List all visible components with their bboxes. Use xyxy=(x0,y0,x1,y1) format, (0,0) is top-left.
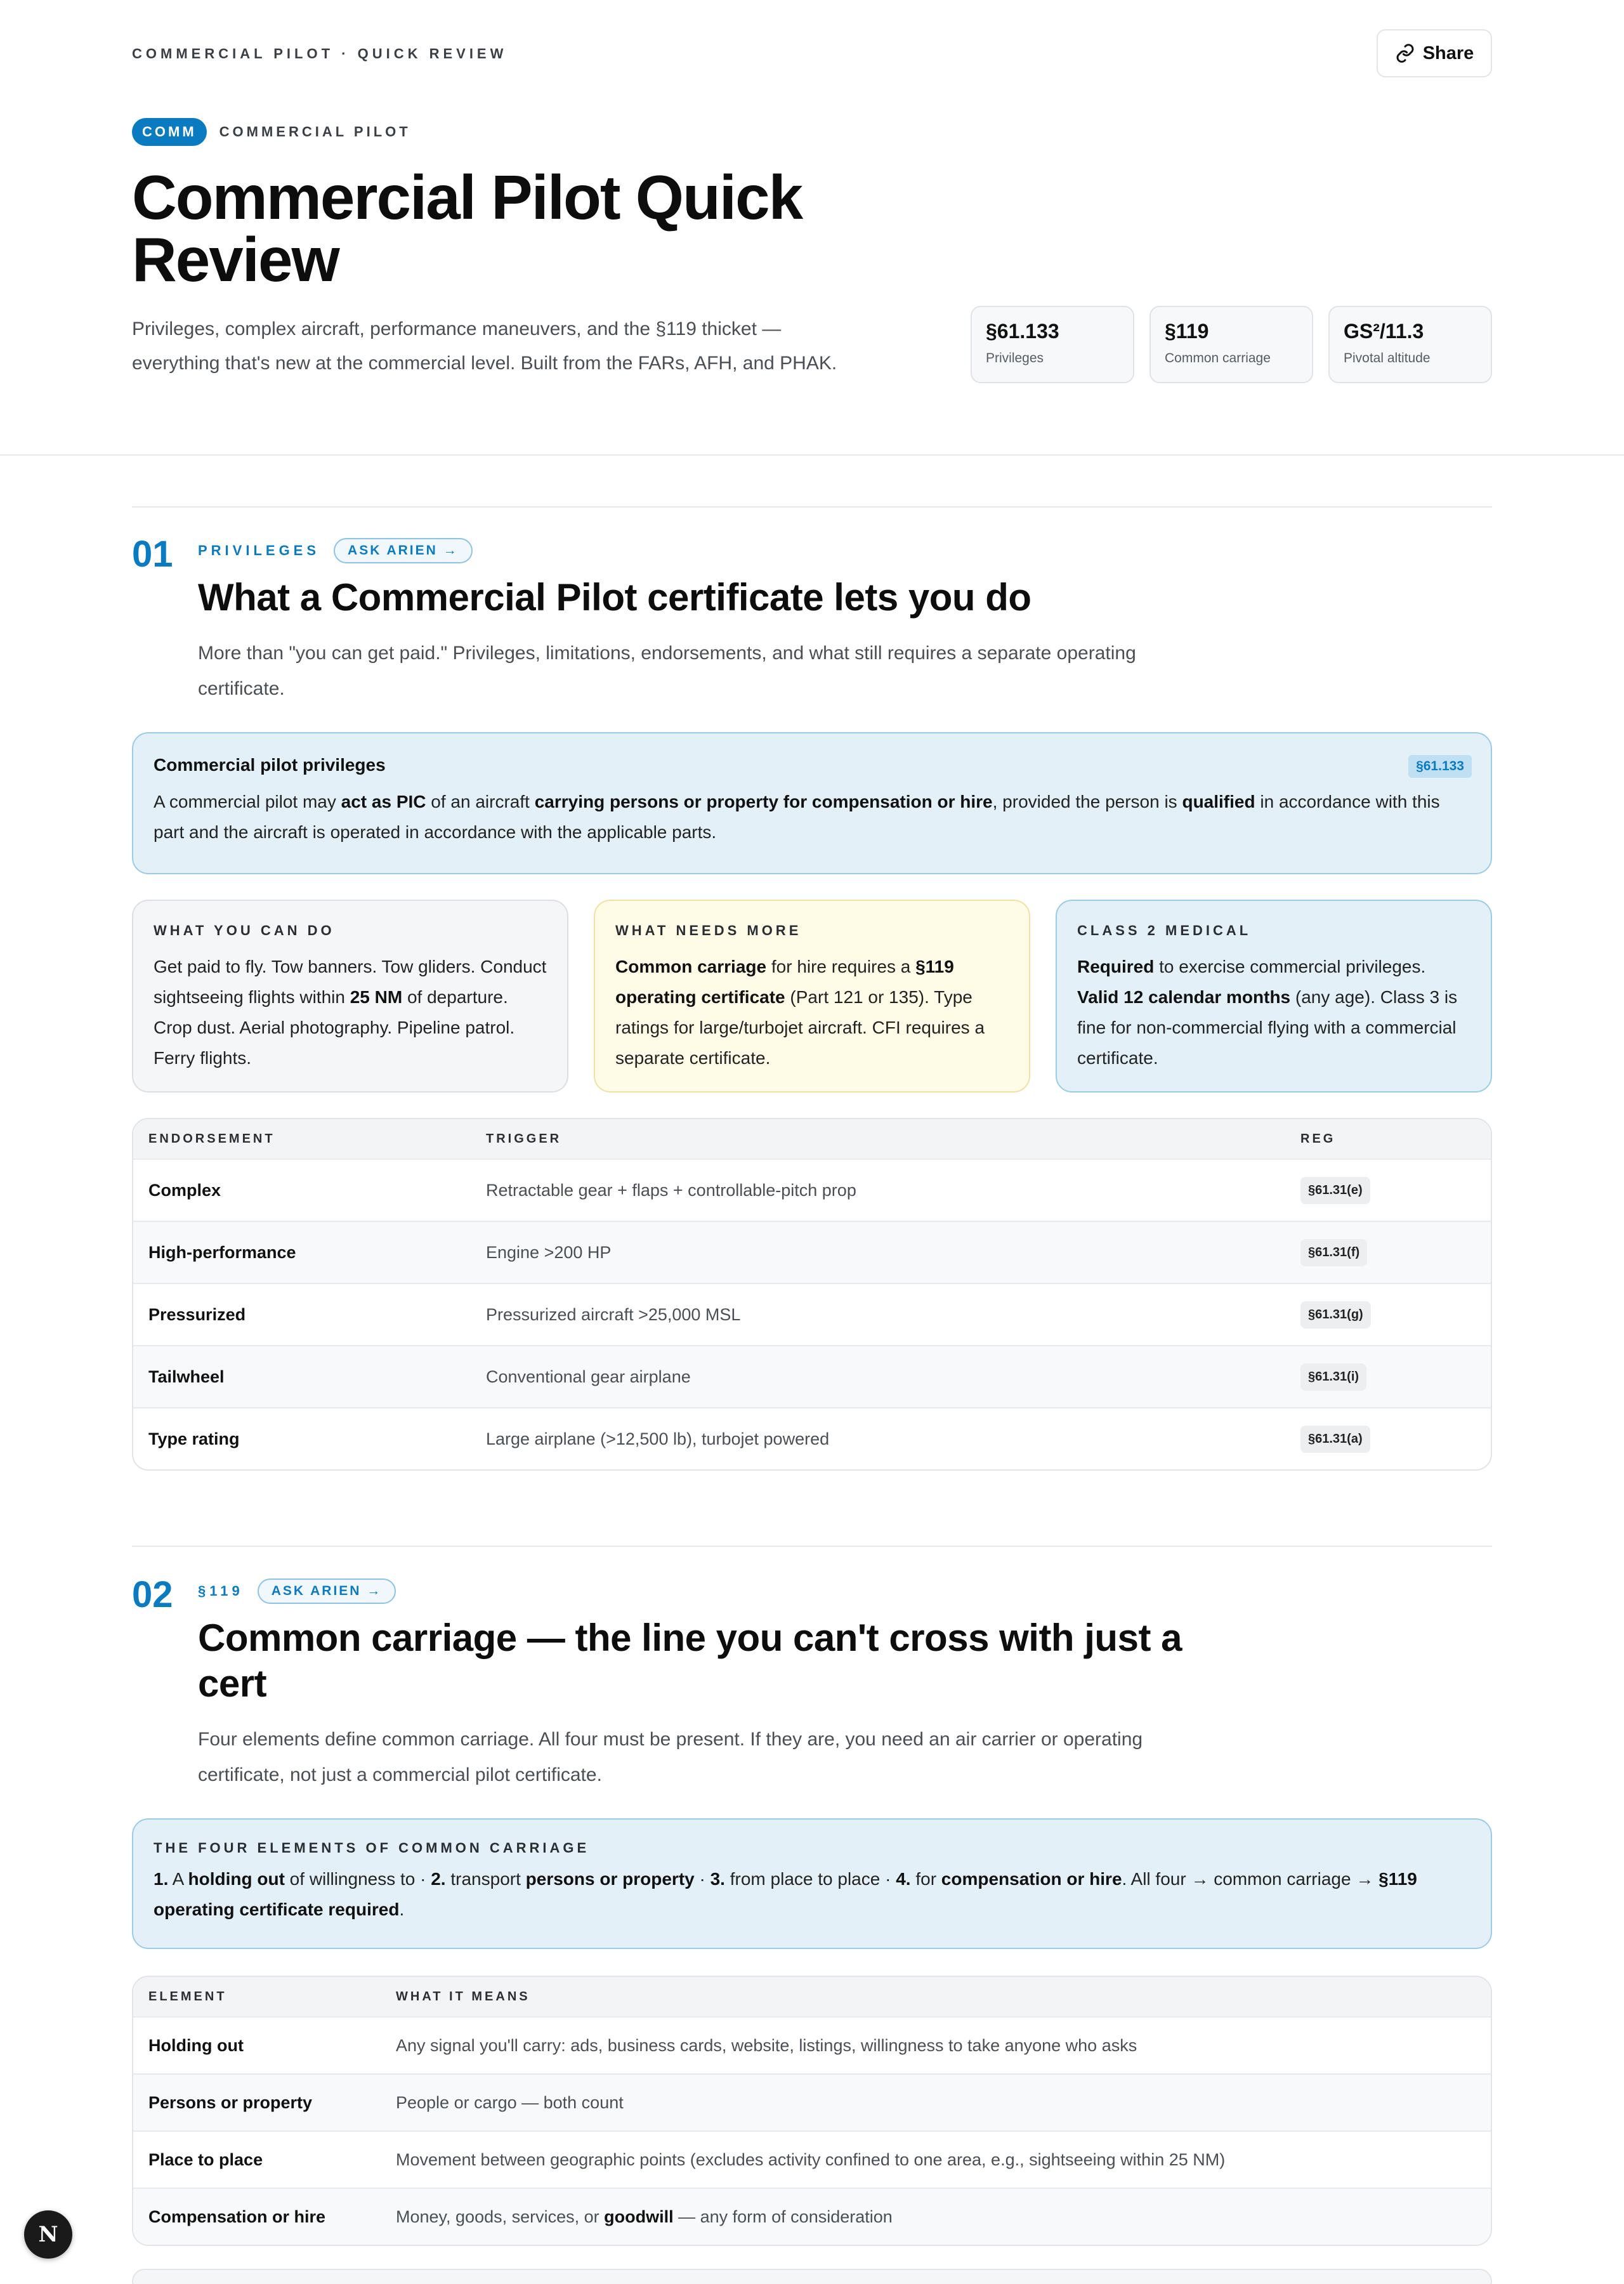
element-name: Place to place xyxy=(148,2149,263,2169)
level-pill: COMM xyxy=(132,118,207,146)
table-row xyxy=(133,1345,1491,1407)
stat-label: Pivotal altitude xyxy=(1344,351,1431,365)
column-header: TRIGGER xyxy=(486,1131,562,1146)
framework-badge-button[interactable] xyxy=(24,2210,72,2259)
column-header: ENDORSEMENT xyxy=(148,1131,275,1146)
card-what-needs-more xyxy=(594,900,1030,1093)
reg-badge: §61.133 xyxy=(1408,755,1472,778)
emphasis: 25 NM xyxy=(350,987,403,1007)
card-body xyxy=(1077,952,1470,1073)
emphasis: §119 operating certificate required xyxy=(154,1869,1417,1919)
section-number: 01 xyxy=(132,534,173,575)
section-kicker-label: §119 xyxy=(198,1583,244,1599)
text: from place to place · xyxy=(724,1869,896,1889)
callout-heading: THE FOUR ELEMENTS OF COMMON CARRIAGE xyxy=(154,1840,590,1856)
table-row xyxy=(133,2016,1491,2073)
emphasis: holding out xyxy=(188,1869,285,1889)
ask-arien-button[interactable]: ASK ARIEN → xyxy=(258,1578,396,1604)
share-button[interactable] xyxy=(1377,29,1492,77)
stat-label: Common carriage xyxy=(1165,351,1271,365)
stat-card xyxy=(971,306,1134,383)
ask-arien-button[interactable]: ASK ARIEN → xyxy=(334,538,473,563)
emphasis: act as PIC xyxy=(341,792,426,811)
section-description: Four elements define common carriage. All four must be present. If they are, you need an air carrier or operating certificate, not just a commercial pilot certificate. xyxy=(198,1729,1143,1785)
reg-chip: §61.31(f) xyxy=(1300,1239,1367,1266)
callout-body xyxy=(154,787,1470,848)
card-what-you-can-do xyxy=(132,900,568,1093)
reg-cell xyxy=(1285,1177,1491,1204)
emphasis: 2. xyxy=(431,1869,446,1889)
card-heading: CLASS 2 MEDICAL xyxy=(1077,922,1252,938)
endorsement-name: High-performance xyxy=(148,1242,296,1262)
text: Money, goods, services, or xyxy=(396,2207,605,2226)
divider xyxy=(0,454,1624,456)
stat-value: GS²/11.3 xyxy=(1344,320,1424,343)
endorsement-trigger: Engine >200 HP xyxy=(486,1242,612,1262)
hero-tag xyxy=(132,118,411,146)
breadcrumb: COMMERCIAL PILOT · QUICK REVIEW xyxy=(132,46,508,62)
reg-chip: §61.31(a) xyxy=(1300,1426,1370,1453)
table-row xyxy=(133,1283,1491,1345)
emphasis: 1. xyxy=(154,1869,169,1889)
element-meaning: Any signal you'll carry: ads, business cards, website, listings, willingness to take anyone who asks xyxy=(396,2035,1137,2055)
section-kicker-label: PRIVILEGES xyxy=(198,542,320,558)
page-title: Commercial Pilot Quick Review xyxy=(132,162,802,294)
reg-chip: §61.31(i) xyxy=(1300,1363,1366,1391)
endorsement-name: Type rating xyxy=(148,1429,240,1448)
info-cards xyxy=(132,900,1492,1093)
card-body xyxy=(154,952,547,1073)
stat-value: §61.133 xyxy=(986,320,1059,343)
text: A commercial pilot may xyxy=(154,792,341,811)
section-kicker xyxy=(198,1578,396,1604)
stat-value: §119 xyxy=(1165,320,1209,343)
share-label: Share xyxy=(1422,43,1474,63)
card-body xyxy=(615,952,1009,1073)
element-meaning: People or cargo — both count xyxy=(396,2092,624,2112)
column-header: ELEMENT xyxy=(148,1989,227,2004)
stat-card xyxy=(1328,306,1492,383)
emphasis: 4. xyxy=(896,1869,911,1889)
next-section-card xyxy=(132,2269,1492,2284)
section-title: What a Commercial Pilot certificate lets you do xyxy=(198,576,1031,619)
stat-card xyxy=(1149,306,1313,383)
element-name: Persons or property xyxy=(148,2092,313,2112)
reg-cell xyxy=(1285,1426,1491,1453)
endorsement-trigger: Large airplane (>12,500 lb), turbojet powered xyxy=(486,1429,830,1448)
reg-cell xyxy=(1285,1363,1491,1391)
text: of willingness to · xyxy=(284,1869,431,1889)
endorsement-name: Pressurized xyxy=(148,1304,246,1324)
privileges-callout xyxy=(132,732,1492,874)
stat-label: Privileges xyxy=(986,351,1044,365)
divider xyxy=(132,1546,1492,1547)
common-carriage-callout xyxy=(132,1818,1492,1949)
page-description: Privileges, complex aircraft, performance maneuvers, and the §119 thicket — everything that's new at the commercial level. Built from the FARs, AFH, and PHAK. xyxy=(132,318,837,374)
reg-cell xyxy=(1285,1301,1491,1329)
emphasis: persons or property xyxy=(525,1869,695,1889)
text: of an aircraft xyxy=(426,792,535,811)
table-row xyxy=(133,1221,1491,1283)
text: to exercise commercial privileges. xyxy=(1154,957,1426,976)
element-name: Holding out xyxy=(148,2035,244,2055)
emphasis: qualified xyxy=(1182,792,1255,811)
section-kicker xyxy=(198,538,473,563)
emphasis: 3. xyxy=(710,1869,725,1889)
text: · xyxy=(694,1869,710,1889)
section-title: Common carriage — the line you can't cross with just a cert xyxy=(198,1617,1182,1705)
element-meaning: Movement between geographic points (excludes activity confined to one area, e.g., sightseeing within 25 NM) xyxy=(396,2149,1226,2169)
emphasis: compensation or hire xyxy=(941,1869,1122,1889)
table-row xyxy=(133,2073,1491,2130)
emphasis: carrying persons or property for compensation or hire xyxy=(534,792,993,811)
text: (Part 121 or 135). Type ratings for large/turbojet aircraft. CFI requires a separate certificate. xyxy=(615,987,985,1068)
endorsement-name: Complex xyxy=(148,1180,221,1200)
element-name: Compensation or hire xyxy=(148,2207,326,2226)
text: A xyxy=(168,1869,188,1889)
card-heading: WHAT NEEDS MORE xyxy=(615,922,802,938)
callout-title: Commercial pilot privileges xyxy=(154,755,386,775)
text: . xyxy=(399,1900,405,1919)
card-heading: WHAT YOU CAN DO xyxy=(154,922,335,938)
stat-cards xyxy=(971,306,1492,383)
link-icon xyxy=(1395,43,1415,63)
common-carriage-table xyxy=(132,1976,1492,2246)
text: in accordance with this part and the aircraft is operated in accordance with the applicable parts. xyxy=(154,792,1440,842)
text: . All four → common carriage → xyxy=(1122,1869,1379,1889)
table-row xyxy=(133,2130,1491,2188)
emphasis: goodwill xyxy=(604,2207,674,2226)
card-class-2-medical xyxy=(1056,900,1492,1093)
reg-chip: §61.31(e) xyxy=(1300,1177,1370,1204)
table-row xyxy=(133,1158,1491,1221)
emphasis: §119 operating certificate xyxy=(615,957,954,1007)
emphasis: Common carriage xyxy=(615,957,767,976)
text: of departure. Crop dust. Aerial photography. Pipeline patrol. Ferry flights. xyxy=(154,987,515,1068)
reg-cell xyxy=(1285,1239,1491,1266)
endorsement-table xyxy=(132,1118,1492,1471)
column-header: REG xyxy=(1300,1131,1336,1146)
text: , provided the person is xyxy=(992,792,1182,811)
element-meaning xyxy=(381,2207,1491,2227)
column-header: WHAT IT MEANS xyxy=(396,1989,530,2004)
table-row xyxy=(133,2188,1491,2245)
endorsement-name: Tailwheel xyxy=(148,1367,225,1386)
badge-letter: N xyxy=(38,2222,58,2247)
emphasis: Valid 12 calendar months xyxy=(1077,987,1291,1007)
text: — any form of consideration xyxy=(673,2207,893,2226)
reg-chip: §61.31(g) xyxy=(1300,1301,1371,1329)
table-header xyxy=(133,1977,1491,2016)
endorsement-trigger: Pressurized aircraft >25,000 MSL xyxy=(486,1304,741,1324)
text: for hire requires a xyxy=(766,957,916,976)
table-header xyxy=(133,1119,1491,1158)
text: for xyxy=(910,1869,941,1889)
endorsement-trigger: Retractable gear + flaps + controllable-pitch prop xyxy=(486,1180,856,1200)
emphasis: Required xyxy=(1077,957,1155,976)
hero-subtitle: COMMERCIAL PILOT xyxy=(219,124,411,140)
section-description: More than "you can get paid." Privileges, limitations, endorsements, and what still requires a separate operating certificate. xyxy=(198,643,1136,699)
text: (any age). Class 3 is fine for non-commercial flying with a commercial certificate. xyxy=(1077,987,1458,1068)
divider xyxy=(132,506,1492,508)
endorsement-trigger: Conventional gear airplane xyxy=(486,1367,691,1386)
top-bar xyxy=(132,29,1492,80)
table-row xyxy=(133,1407,1491,1469)
text: Get paid to fly. Tow banners. Tow gliders. Conduct sightseeing flights within xyxy=(154,957,547,1007)
section-number: 02 xyxy=(132,1574,173,1615)
callout-body xyxy=(154,1864,1470,1925)
text: transport xyxy=(445,1869,526,1889)
